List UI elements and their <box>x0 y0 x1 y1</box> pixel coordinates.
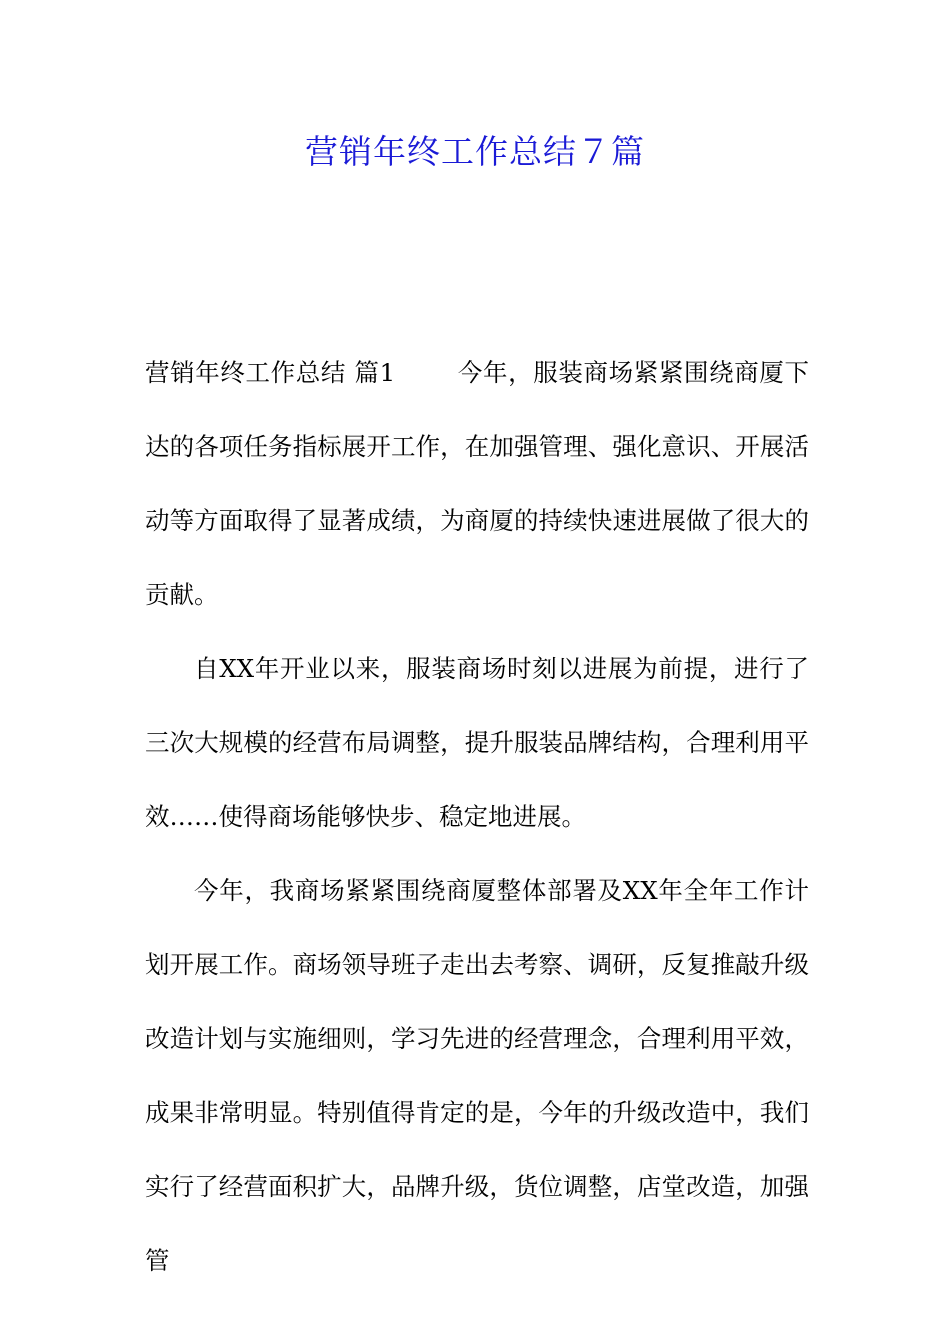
paragraph-3: 今年，我商场紧紧围绕商厦整体部署及XX年全年工作计划开展工作。商场领导班子走出去考察、调研，反复推敲升级改造计划与实施细则，学习先进的经营理念，合理利用平效，成果非常明显。特别值得肯定的是，今年的升级改造中，我们实行了经营面积扩大，品牌升级，货位调整，店堂改造，加强管 <box>145 876 809 1275</box>
section-heading: 营销年终工作总结 篇1 <box>145 358 396 387</box>
paragraph-2: 自XX年开业以来，服装商场时刻以进展为前提，进行了三次大规模的经营布局调整，提升服装品牌结构，合理利用平效……使得商场能够快步、稳定地进展。 <box>145 654 809 831</box>
document-title: 营销年终工作总结７篇 <box>305 132 645 171</box>
paragraph-1 <box>145 336 809 632</box>
paragraph-1-text: 今年，服装商场紧紧围绕商厦下达的各项任务指标展开工作，在加强管理、强化意识、开展活动等方面取得了显著成绩，为商厦的持续快速进展做了很大的贡献。 <box>145 358 810 609</box>
document-body <box>145 336 809 1298</box>
